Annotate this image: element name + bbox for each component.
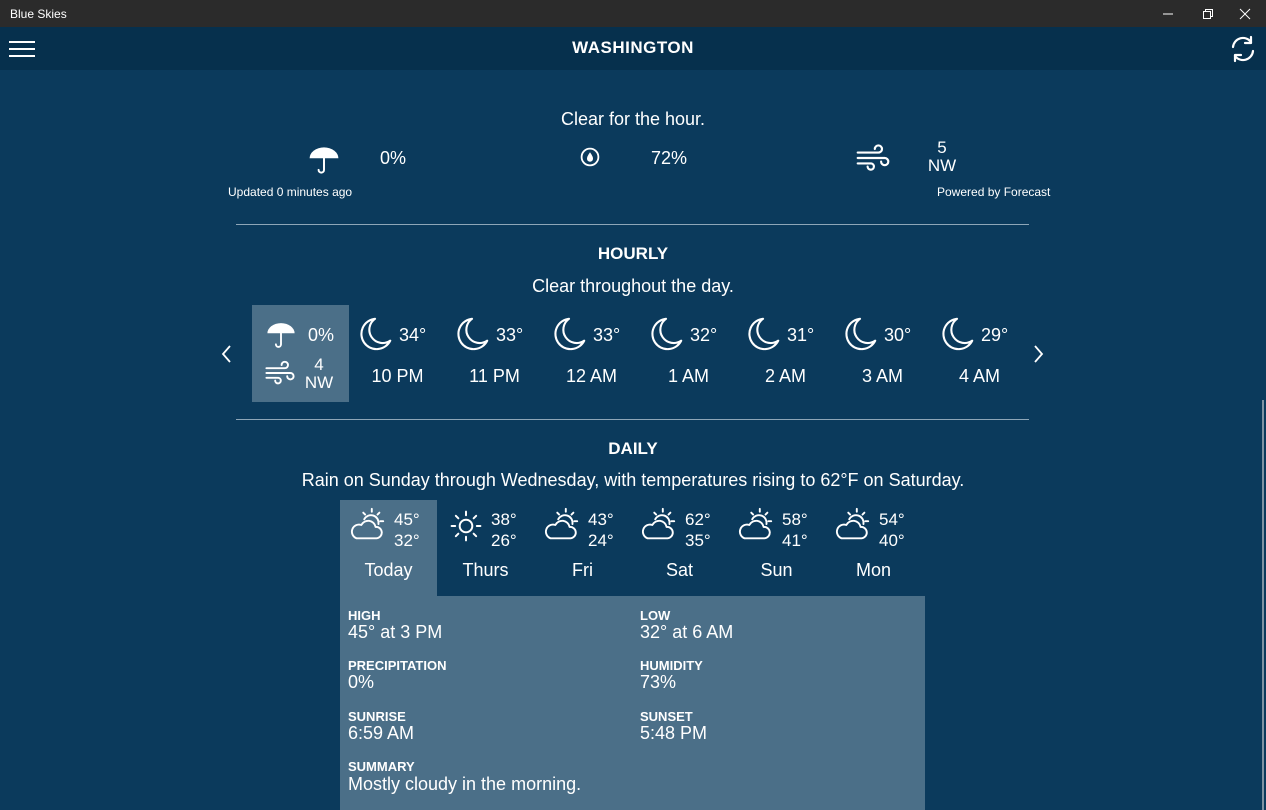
hourly-temp: 32° bbox=[690, 325, 718, 345]
daily-high: 54° bbox=[879, 510, 905, 529]
sunrise-label: SUNRISE bbox=[348, 709, 406, 724]
hourly-item[interactable] bbox=[640, 305, 737, 402]
partly-cloudy-icon bbox=[737, 506, 775, 544]
current-humidity: 72% bbox=[651, 148, 688, 168]
humidity-drop-icon bbox=[578, 145, 602, 169]
updated-text: Updated 0 minutes ago bbox=[228, 185, 353, 199]
partly-cloudy-icon bbox=[543, 506, 581, 544]
current-precip: 0% bbox=[380, 148, 407, 168]
daily-low: 40° bbox=[879, 531, 905, 550]
humidity-value: 73% bbox=[640, 672, 677, 692]
daily-item[interactable] bbox=[631, 500, 728, 596]
umbrella-icon bbox=[306, 142, 342, 178]
hourly-next-icon[interactable] bbox=[1029, 343, 1047, 365]
scrollbar[interactable] bbox=[1262, 400, 1264, 810]
city-title: WASHINGTON bbox=[572, 38, 694, 57]
hourly-item[interactable] bbox=[446, 305, 543, 402]
hourly-item[interactable] bbox=[931, 305, 1028, 402]
close-icon bbox=[1239, 8, 1251, 20]
precipitation-value: 0% bbox=[348, 672, 375, 692]
daily-high: 62° bbox=[685, 510, 711, 529]
wind-icon bbox=[855, 140, 891, 176]
humidity-label: HUMIDITY bbox=[640, 658, 703, 673]
moon-icon bbox=[454, 315, 492, 353]
window-titlebar bbox=[0, 0, 1266, 27]
partly-cloudy-icon bbox=[834, 506, 872, 544]
daily-high: 38° bbox=[491, 510, 517, 529]
app-bar bbox=[0, 27, 1266, 70]
hourly-time: 12 AM bbox=[565, 366, 618, 386]
hourly-time: 3 AM bbox=[861, 366, 904, 386]
sunset-label: SUNSET bbox=[640, 709, 693, 724]
hourly-item[interactable] bbox=[834, 305, 931, 402]
moon-icon bbox=[551, 315, 589, 353]
moon-icon bbox=[842, 315, 880, 353]
daily-day-name: Sat bbox=[665, 560, 694, 580]
hourly-temp: 33° bbox=[593, 325, 621, 345]
hourly-item[interactable] bbox=[737, 305, 834, 402]
daily-item-selected[interactable] bbox=[340, 500, 437, 596]
current-summary: Clear for the hour. bbox=[560, 109, 706, 129]
daily-high: 43° bbox=[588, 510, 614, 529]
daily-day-name: Sun bbox=[760, 560, 793, 580]
hourly-temp: 29° bbox=[981, 325, 1009, 345]
sunrise-value: 6:59 AM bbox=[348, 723, 415, 743]
daily-low: 32° bbox=[394, 531, 420, 550]
summary-value: Mostly cloudy in the morning. bbox=[348, 774, 582, 794]
daily-low: 26° bbox=[491, 531, 517, 550]
sunset-value: 5:48 PM bbox=[640, 723, 708, 743]
hourly-temp: 31° bbox=[787, 325, 815, 345]
moon-icon bbox=[939, 315, 977, 353]
moon-icon bbox=[357, 315, 395, 353]
hourly-time: 4 AM bbox=[958, 366, 1001, 386]
hourly-selected-wind bbox=[302, 356, 336, 392]
hourly-time: 2 AM bbox=[764, 366, 807, 386]
daily-item[interactable] bbox=[437, 500, 534, 596]
daily-item[interactable] bbox=[534, 500, 631, 596]
hourly-prev-icon[interactable] bbox=[218, 343, 236, 365]
refresh-icon[interactable] bbox=[1229, 35, 1257, 63]
daily-item[interactable] bbox=[825, 500, 922, 596]
hourly-selected-wind-speed: 4 bbox=[314, 355, 324, 374]
hourly-time: 1 AM bbox=[667, 366, 710, 386]
powered-by-link[interactable]: Powered by Forecast bbox=[937, 185, 1051, 199]
high-value: 45° at 3 PM bbox=[348, 622, 443, 642]
current-wind bbox=[918, 139, 966, 175]
current-wind-direction: NW bbox=[927, 156, 957, 175]
hourly-selected-card[interactable] bbox=[252, 305, 349, 402]
daily-high: 45° bbox=[394, 510, 420, 529]
daily-low: 35° bbox=[685, 531, 711, 550]
hourly-item[interactable] bbox=[349, 305, 446, 402]
low-label: LOW bbox=[640, 608, 671, 623]
daily-day-name: Fri bbox=[572, 560, 593, 580]
umbrella-icon bbox=[264, 318, 298, 352]
daily-detail-panel bbox=[340, 596, 925, 810]
hourly-item[interactable] bbox=[543, 305, 640, 402]
hourly-time: 10 PM bbox=[371, 366, 424, 386]
hourly-time: 11 PM bbox=[469, 366, 520, 386]
close-button[interactable] bbox=[1222, 0, 1266, 27]
daily-day-name: Today bbox=[364, 560, 413, 580]
current-wind-speed: 5 bbox=[937, 138, 947, 157]
hourly-temp: 30° bbox=[884, 325, 912, 345]
low-value: 32° at 6 AM bbox=[640, 622, 734, 642]
sun-icon bbox=[448, 508, 484, 544]
daily-day-name: Mon bbox=[855, 560, 891, 580]
daily-low: 41° bbox=[782, 531, 808, 550]
moon-icon bbox=[745, 315, 783, 353]
wind-icon bbox=[264, 357, 296, 389]
high-label: HIGH bbox=[348, 608, 381, 623]
partly-cloudy-icon bbox=[640, 506, 678, 544]
hourly-selected-wind-direction: NW bbox=[304, 373, 334, 392]
partly-cloudy-icon bbox=[349, 506, 387, 544]
daily-low: 24° bbox=[588, 531, 614, 550]
hourly-temp: 33° bbox=[496, 325, 524, 345]
hourly-heading: HOURLY bbox=[597, 244, 669, 263]
hourly-temp: 34° bbox=[399, 325, 427, 345]
hourly-summary: Clear throughout the day. bbox=[532, 276, 734, 296]
daily-item[interactable] bbox=[728, 500, 825, 596]
hourly-selected-precip: 0% bbox=[308, 325, 335, 345]
window-title: Blue Skies bbox=[10, 7, 67, 21]
restore-icon bbox=[1202, 8, 1214, 20]
daily-heading: DAILY bbox=[608, 439, 658, 458]
divider bbox=[236, 419, 1029, 420]
daily-day-name: Thurs bbox=[462, 560, 509, 580]
divider bbox=[236, 224, 1029, 225]
precipitation-label: PRECIPITATION bbox=[348, 658, 447, 673]
moon-icon bbox=[648, 315, 686, 353]
minimize-icon bbox=[1162, 8, 1174, 20]
daily-summary: Rain on Sunday through Wednesday, with temperatures rising to 62°F on Saturday. bbox=[301, 470, 965, 490]
summary-label: SUMMARY bbox=[348, 759, 415, 774]
daily-high: 58° bbox=[782, 510, 808, 529]
